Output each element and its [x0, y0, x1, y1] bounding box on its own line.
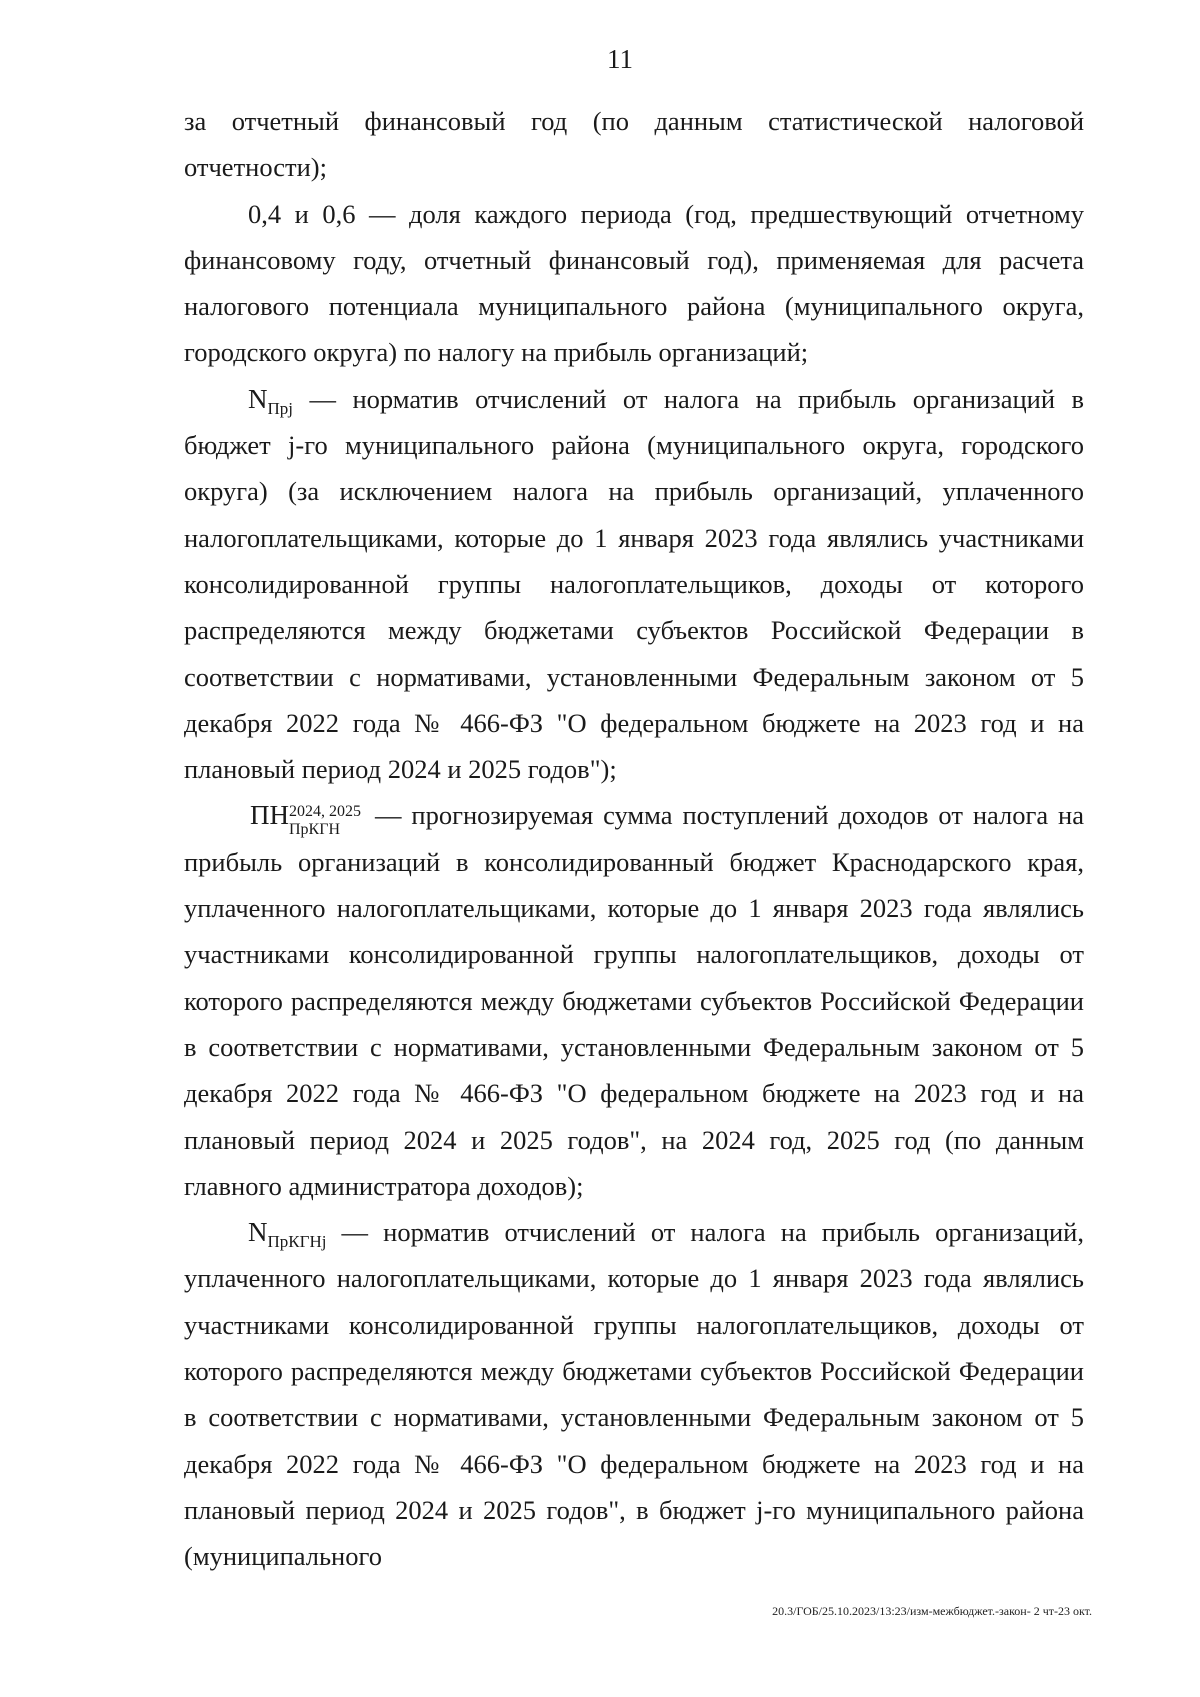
paragraph-n-prj — [184, 376, 1084, 793]
document-body — [184, 98, 1084, 1580]
formula-symbol: ПН — [250, 800, 289, 831]
formula-subscript: Прj — [267, 398, 293, 418]
formula-subscript: ПрКГНj — [267, 1232, 327, 1252]
paragraph-pn-prkgn — [184, 792, 1084, 1209]
paragraph-text: — норматив отчислений от налога на прибыль организаций в бюджет j-го муниципального района (муниципального округа, городского округа) (за исключением налога на прибыль организаций, уплаченного налогоплательщиками, которые до 1 января 2023 года являлись участниками консолидированной группы налогоплательщиков, доходы от которого распределяются между бюджетами субъектов Российской Федерации в соответствии с нормативами, установленными Федеральным законом от 5 декабря 2022 года № 466-ФЗ "О федеральном бюджете на 2023 год и на плановый период 2024 и 2025 годов"); — [184, 383, 1084, 785]
formula-indices — [289, 804, 361, 838]
formula-symbol: N — [248, 383, 268, 414]
page-number: 11 — [607, 44, 633, 74]
paragraph-n-prkgnj — [184, 1209, 1084, 1579]
paragraph-continuation: за отчетный финансовый год (по данным статистической налоговой отчетности); — [184, 106, 1084, 183]
formula-superscript: 2024, 2025 — [289, 803, 361, 821]
document-footer-stamp: 20.3/ГОБ/25.10.2023/13:23/изм-межбюджет.-закон- 2 чт-23 окт. — [772, 1604, 1092, 1618]
paragraph-text: — норматив отчислений от налога на прибыль организаций, уплаченного налогоплательщиками, которые до 1 января 2023 года являлись участниками консолидированной группы налогоплательщиков, доходы от которого распределяются между бюджетами субъектов Российской Федерации в соответствии с нормативами, установленными Федеральным законом от 5 декабря 2022 года № 466-ФЗ "О федеральном бюджете на 2023 год и на плановый период 2024 и 2025 годов", в бюджет j-го муниципального района (муниципального — [184, 1217, 1084, 1572]
paragraph-text: — прогнозируемая сумма поступлений доходов от налога на прибыль организаций в консолидированный бюджет Краснодарского края, уплаченного налогоплательщиками, которые до 1 января 2023 года являлись участниками консолидированной группы налогоплательщиков, доходы от которого распределяются между бюджетами субъектов Российской Федерации в соответствии с нормативами, установленными Федеральным законом от 5 декабря 2022 года № 466-ФЗ "О федеральном бюджете на 2023 год и на плановый период 2024 и 2025 годов", на 2024 год, 2025 год (по данным главного администратора доходов); — [184, 800, 1084, 1201]
formula-subscript: ПрКГН — [289, 821, 341, 839]
paragraph-shares: 0,4 и 0,6 — доля каждого периода (год, предшествующий отчетному финансовому году, отчетный финансовый год), применяемая для расчета налогового потенциала муниципального района (муниципального округа, городского округа) по налогу на прибыль организаций; — [184, 198, 1084, 368]
formula-symbol: N — [248, 1217, 268, 1248]
